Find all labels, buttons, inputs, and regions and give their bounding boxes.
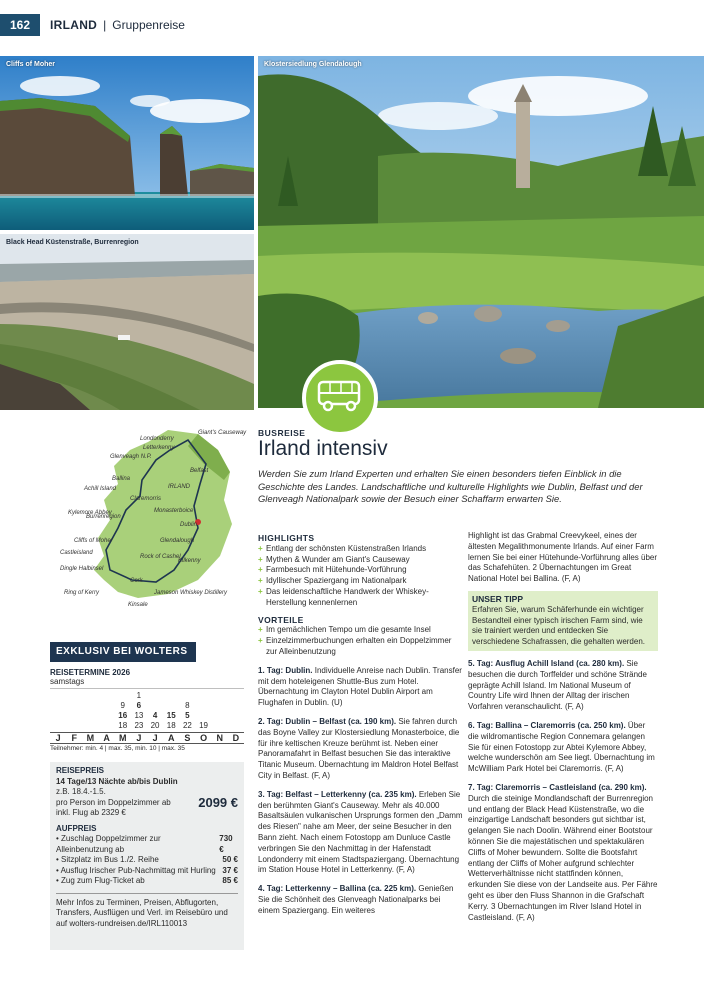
surcharge-title: AUFPREIS xyxy=(56,823,97,833)
price-example-date: z.B. 18.4.-1.5. xyxy=(56,787,106,796)
month-label: M xyxy=(118,733,127,743)
more-info: Mehr Infos zu Terminen, Preisen, Abflugorten, Transfers, Ausflügen und Verl. im Reisebüro und auf wolters-rundreisen.de/IRL110013 xyxy=(56,893,238,930)
map-label: Cork xyxy=(130,578,143,584)
surcharge-value: 85 € xyxy=(222,876,238,885)
calendar-row xyxy=(50,721,244,731)
calendar-day xyxy=(50,701,66,711)
highlights-list xyxy=(258,544,464,609)
month-label: S xyxy=(184,733,191,743)
month-label: M xyxy=(86,733,95,743)
surcharge-label: • Sitzplatz im Bus 1./2. Reihe xyxy=(56,855,159,864)
map-label: Letterkenny xyxy=(143,445,175,451)
calendar-day xyxy=(98,701,114,711)
calendar-day: 16 xyxy=(118,711,128,720)
calendar-day xyxy=(212,701,228,711)
calendar-day: 18 xyxy=(118,721,128,730)
dates-weekday: samstags xyxy=(50,677,85,686)
caption-black-head: Black Head Küstenstraße, Burrenregion xyxy=(6,239,139,246)
day-text: Sie fahren durch das Boyne Valley zur Klostersiedlung Monasterboice, die für ihre keltischen Kreuze berühmt ist. Neben einer Panoramafahrt in Belfast besuchen Sie das interaktive Titanic Museum. Übernachtung im Maldron Hotel Belfast City in Belfast. (F, A) xyxy=(258,716,460,780)
article-kicker: BUSREISE xyxy=(258,428,306,438)
calendar-day: 9 xyxy=(120,701,125,710)
page-header xyxy=(0,10,185,40)
page-number: 162 xyxy=(0,14,40,36)
calendar-day xyxy=(82,701,98,711)
participants: Teilnehmer: min. 4 | max. 35, min. 10 | max. 35 xyxy=(50,745,185,752)
month-label: A xyxy=(103,733,110,743)
day-entry xyxy=(258,666,464,709)
highlight-item: + Idyllischer Spaziergang im Nationalpark xyxy=(258,576,464,587)
month-label: F xyxy=(71,733,77,743)
highlights-title: HIGHLIGHTS xyxy=(258,533,315,543)
calendar-day xyxy=(228,691,244,701)
tip-box xyxy=(468,591,658,651)
surcharge-value: 730 € xyxy=(219,834,233,854)
day-title: 3. Tag: Belfast – Letterkenny (ca. 235 km). xyxy=(258,789,419,799)
calendar-day xyxy=(66,721,82,731)
days-list-1 xyxy=(258,666,464,917)
calendar-day xyxy=(82,691,98,701)
calendar-day: 1 xyxy=(136,691,142,700)
calendar-day xyxy=(50,711,66,721)
day-text: Durch die steinige Mondlandschaft der Burrenregion und entlang der Black Head Küstenstraße, wo die einzigartige Landschaft besonders gut sichtbar ist, gelangen Sie nach Doolin. Während einer Bootstour können Sie die majestätischen und spektakulären Cliffs of Moher bewundern. Sollte die Bootsfahrt entlang der Cliffs of Moher aufgrund schlechter Wetterverhältnisse nicht stattfinden können, erkunden Sie diese von der Landseite aus. Per Fähre geht es über den Fluss Shannon in die Grafschaft Kerry. 3 Übernachtungen im River Island Hotel in Castleisland. (F, A) xyxy=(468,793,658,922)
calendar-row xyxy=(50,711,244,721)
month-label: J xyxy=(152,733,158,743)
price-per-person: pro Person im Doppelzimmer ab xyxy=(56,797,171,807)
map-label: Claremorris xyxy=(130,496,162,502)
day-entry xyxy=(258,790,464,876)
calendar-day xyxy=(195,701,211,711)
calendar-day xyxy=(82,711,98,721)
highlight-item: + Mythen & Wunder am Giant's Causeway xyxy=(258,555,464,566)
map-label: Cliffs of Moher xyxy=(74,538,113,544)
calendar-day xyxy=(147,701,163,711)
highlight-item: + Farmbesuch mit Hütehunde-Vorführung xyxy=(258,565,464,576)
photo-cliffs-of-moher xyxy=(0,56,254,230)
route-map xyxy=(48,420,248,610)
price-row xyxy=(56,794,238,810)
price-title: REISEPREIS xyxy=(56,766,105,775)
map-label: Kylemore Abbey xyxy=(68,510,112,516)
price-duration: 14 Tage/13 Nächte ab/bis Dublin xyxy=(56,776,178,786)
day-text: Sie besuchen die durch Torffelder und schöne Strände geprägte Achill Island. Im National Museum of Country Life wird Ihnen der Alltag der irischen Vorfahren veranschaulicht. (F, A) xyxy=(468,658,647,712)
day-entry xyxy=(468,721,658,775)
month-row xyxy=(50,732,244,744)
exclusive-banner: EXKLUSIV BEI WOLTERS xyxy=(50,642,196,662)
map-label: Jameson Whiskey Distillery xyxy=(154,590,228,596)
article-intro: Werden Sie zum Irland Experten und erhalten Sie einen besonders tiefen Einblick in die Geschichte des Landes. Landschaftliche und kulturelle Highlights wie Dublin, Belfast und der Glenveagh Nationalpark sowie der Besuch einer Schaffarm erwarten Sie. xyxy=(258,468,643,504)
caption-glendalough: Klostersiedlung Glendalough xyxy=(264,61,362,68)
tip-title: UNSER TIPP xyxy=(472,593,524,604)
day-entry xyxy=(468,659,658,713)
calendar-row xyxy=(50,701,244,711)
highlight-item: + Das leidenschaftliche Handwerk der Whiskey-Herstellung kennenlernen xyxy=(258,587,464,609)
calendar-day xyxy=(195,691,211,701)
map-label: Achill Island xyxy=(84,486,117,492)
surcharge-label: • Ausflug Irischer Pub-Nachmittag mit Hurling xyxy=(56,865,216,875)
surcharge-label: • Zuschlag Doppelzimmer zur Alleinbenutzung ab xyxy=(56,834,161,854)
calendar-day xyxy=(212,691,228,701)
calendar-day: 15 xyxy=(166,711,176,720)
day-entry xyxy=(468,783,658,923)
calendar-day xyxy=(66,711,82,721)
map-label: Ballina xyxy=(112,476,131,482)
month-label: J xyxy=(136,733,142,743)
caption-cliffs: Cliffs of Moher xyxy=(6,61,55,68)
day-text: Erleben Sie den berühmten Giant's Causeway. Mehr als 40.000 Basaltsäulen vulkanischen Ursprungs formen den „Damm des Riesen" nahe am Meer, der seine Besucher in den Bann zieht. Nach einem Fotostopp am Dunluce Castle verbringen Sie den Nachmittag in der Hafenstadt Londonderry mit einem Stadtspaziergang. Übernachtung im Station House Hotel in Letterkenny. (F, A) xyxy=(258,789,463,875)
calendar-day xyxy=(147,691,163,701)
map-label: Dublin xyxy=(180,522,198,528)
surcharge-row xyxy=(56,876,238,887)
bus-icon xyxy=(316,379,364,418)
calendar-day: 6 xyxy=(136,701,142,710)
calendar-day xyxy=(50,691,66,701)
bus-badge xyxy=(302,360,378,436)
calendar-day xyxy=(195,711,211,721)
day-title: 1. Tag: Dublin. xyxy=(258,665,315,675)
calendar-day xyxy=(98,721,114,731)
calendar-day xyxy=(163,701,179,711)
col2-intro: Highlight ist das Grabmal Creevykeel, eines der ältesten Megalithmonumente Irlands. Auf einer Farm lernen Sie bei einer Hütehunde-Vorführung alles über das Schafehüten. 2 Übernachtungen im Great National Hotel bei Ballina. (F, A) xyxy=(468,531,658,584)
calendar-day: 8 xyxy=(185,701,190,710)
day-title: 2. Tag: Dublin – Belfast (ca. 190 km). xyxy=(258,716,399,726)
day-title: 5. Tag: Ausflug Achill Island (ca. 280 km). xyxy=(468,658,627,668)
month-label: O xyxy=(200,733,208,743)
price-incl-flight: inkl. Flug ab 2329 € xyxy=(56,808,126,817)
highlight-item: + Entlang der schönsten Küstenstraßen Irlands xyxy=(258,544,464,555)
calendar-row xyxy=(50,691,244,701)
map-label: Glenveagh N.P. xyxy=(110,454,152,460)
calendar-day xyxy=(82,721,98,731)
vorteil-item: + Im gemächlichen Tempo um die gesamte Insel xyxy=(258,625,464,636)
calendar-rows xyxy=(50,691,244,731)
day-text: Genießen Sie die Schönheit des Glenveagh Nationalparks bei einem Spaziergang. Ein weiteres xyxy=(258,884,454,915)
day-title: 6. Tag: Ballina – Claremorris (ca. 250 km). xyxy=(468,720,628,730)
month-label: D xyxy=(232,733,240,743)
map-label: Giant's Causeway xyxy=(198,430,247,436)
map-label: Londonderry xyxy=(140,436,174,442)
calendar-day xyxy=(228,721,244,731)
photo-glendalough xyxy=(258,56,704,408)
calendar-day xyxy=(228,701,244,711)
day-title: 7. Tag: Claremorris – Castleisland (ca. 290 km). xyxy=(468,782,647,792)
calendar-day: 23 xyxy=(134,721,144,730)
header-separator: | xyxy=(103,18,107,32)
day-text: Individuelle Anreise nach Dublin. Transfer mit dem hoteleigenen Shuttle-Bus zum Hotel. Übernachtung im Clayton Hotel Dublin Airport am Flughafen in Dublin. (U) xyxy=(258,665,462,708)
photo-black-head xyxy=(0,234,254,410)
calendar-day xyxy=(163,691,179,701)
calendar-day xyxy=(50,721,66,731)
day-text: Über die wildromantische Region Connemara gelangen Sie für einen Fotostopp zur Abtei Kylemore Abbey, welche wunderschön am See liegt. Übernachtung im McWilliam Park Hotel bei Claremorris. (F, A) xyxy=(468,720,655,774)
days-list-2 xyxy=(468,659,658,923)
calendar-day: 18 xyxy=(166,721,176,730)
vorteile-title: VORTEILE xyxy=(258,614,304,625)
vorteil-item: + Einzelzimmerbuchungen erhalten ein Doppelzimmer zur Alleinbenutzung xyxy=(258,636,464,658)
month-label: N xyxy=(216,733,223,743)
travel-dates xyxy=(50,668,244,752)
map-label: Dingle Halbinsel xyxy=(60,566,104,572)
map-label: IRLAND xyxy=(168,484,191,490)
calendar-day xyxy=(115,691,131,701)
map-label: Kinsale xyxy=(128,602,148,608)
price-value: 2099 € xyxy=(198,794,238,810)
map-label: Glendalough xyxy=(160,538,195,544)
surcharge-list xyxy=(56,834,238,887)
price-box xyxy=(50,762,244,950)
calendar-day xyxy=(212,711,228,721)
calendar-day: 22 xyxy=(182,721,192,730)
calendar-day: 20 xyxy=(150,721,160,730)
calendar-day xyxy=(98,691,114,701)
surcharge-row xyxy=(56,834,238,855)
day-entry xyxy=(258,717,464,782)
calendar-day: 19 xyxy=(199,721,209,730)
header-trip-type: Gruppenreise xyxy=(112,18,185,32)
dates-divider xyxy=(50,688,244,689)
tip-text: Erfahren Sie, warum Schäferhunde ein wichtiger Bestandteil einer typisch irischen Farm sind, wie sie trainiert werden und entdecken Sie verschiedene Schafrassen, die gehalten werden. xyxy=(472,604,645,647)
calendar-day xyxy=(212,721,228,731)
surcharge-value: 37 € xyxy=(222,865,238,875)
month-label: A xyxy=(167,733,175,743)
article-column-2 xyxy=(468,531,658,923)
calendar-day xyxy=(228,711,244,721)
surcharge-label: • Zug zum Flug-Ticket ab xyxy=(56,876,145,885)
calendar-day: 13 xyxy=(134,711,144,720)
article-column-1 xyxy=(258,531,464,917)
header-country: IRLAND xyxy=(50,18,98,32)
vorteile-list xyxy=(258,625,464,657)
calendar-day xyxy=(179,691,195,701)
surcharge-row xyxy=(56,866,238,877)
map-label: Castleisland xyxy=(60,550,93,556)
day-entry xyxy=(258,884,464,916)
map-label: Ring of Kerry xyxy=(64,590,100,596)
surcharge-row xyxy=(56,855,238,866)
map-label: Monasterboice xyxy=(154,508,194,514)
calendar-day xyxy=(98,711,114,721)
map-label: Belfast xyxy=(190,468,209,474)
calendar-day: 4 xyxy=(152,711,158,720)
calendar-day xyxy=(66,701,82,711)
calendar-day: 5 xyxy=(185,711,190,720)
article-title: Irland intensiv xyxy=(258,437,388,460)
map-label: Kilkenny xyxy=(178,558,201,564)
dates-title: REISETERMINE 2026 xyxy=(50,668,131,677)
month-label: J xyxy=(55,733,61,743)
day-title: 4. Tag: Letterkenny – Ballina (ca. 225 km). xyxy=(258,884,419,894)
surcharge-value: 50 € xyxy=(222,855,238,864)
calendar-day xyxy=(66,691,82,701)
map-label: Rock of Cashel xyxy=(140,554,181,560)
map-label: Burrenregion xyxy=(86,514,121,520)
